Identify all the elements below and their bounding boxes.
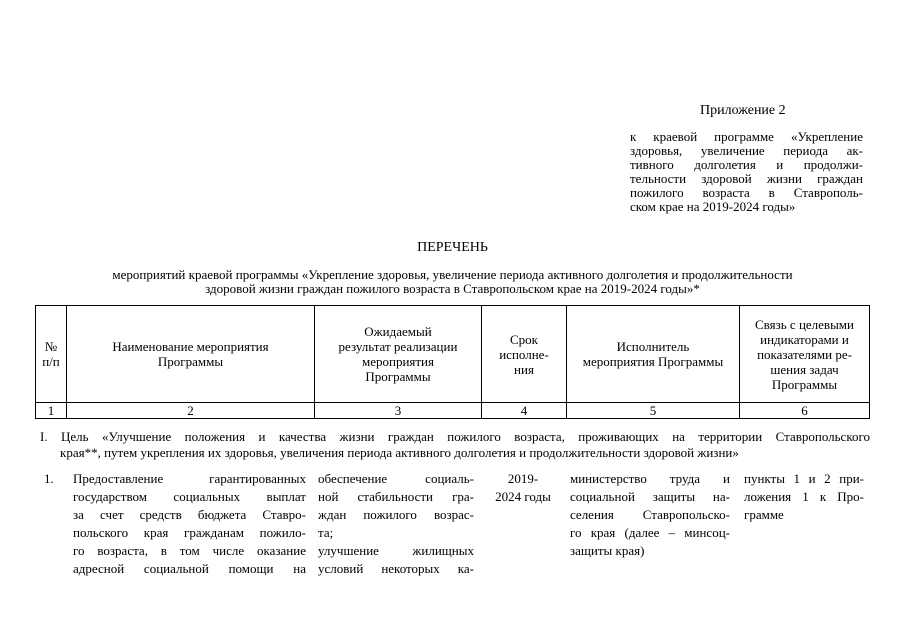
column-number: 3 bbox=[315, 403, 482, 419]
column-number: 5 bbox=[567, 403, 740, 419]
row-term: 2019- 2024 годы bbox=[495, 471, 551, 504]
column-number: 2 bbox=[67, 403, 315, 419]
measures-table bbox=[35, 305, 870, 419]
header-cell-executor: Исполнитель мероприятия Программы bbox=[567, 306, 740, 403]
goal-line: края**, путем укрепления их здоровья, увеличения периода активного долголетия и продолжительности здоровой жизни» bbox=[60, 445, 739, 460]
header-cell-name: Наименование мероприятия Программы bbox=[67, 306, 315, 403]
column-number: 6 bbox=[740, 403, 870, 419]
subtitle-line: здоровой жизни граждан пожилого возраста в Ставропольском крае на 2019-2024 годы»* bbox=[205, 281, 700, 296]
goal-statement bbox=[40, 429, 870, 461]
header-cell-number: № п/п bbox=[36, 306, 67, 403]
document-title: ПЕРЕЧЕНЬ bbox=[417, 240, 488, 255]
header-cell-result: Ожидаемый результат реализации мероприятия Программы bbox=[315, 306, 482, 403]
appendix-line: тельности здоровой жизни граждан bbox=[630, 171, 863, 186]
subtitle-line: мероприятий краевой программы «Укрепление здоровья, увеличение периода активного долголетия и продолжительности bbox=[112, 267, 793, 282]
row-expected-result: обеспечение социаль- ной стабильности гра- ждан пожилого возрас- та; улучшение жилищных условий некоторых ка- bbox=[318, 471, 474, 576]
row-number: 1. bbox=[44, 471, 54, 486]
appendix-title: Приложение 2 bbox=[700, 103, 786, 118]
row-indicator-link: пункты 1 и 2 при- ложения 1 к Про- грамме bbox=[744, 471, 864, 522]
appendix-line: пожилого возраста в Ставрополь- bbox=[630, 185, 863, 200]
table-column-numbers-row bbox=[36, 403, 870, 419]
appendix-line: ском крае на 2019-2024 годы» bbox=[630, 199, 796, 214]
goal-line: I. Цель «Улучшение положения и качества жизни граждан пожилого возраста, проживающих на территории Ставропольского bbox=[40, 429, 870, 444]
column-number: 4 bbox=[482, 403, 567, 419]
row-measure-name: Предоставление гарантированных государством социальных выплат за счет средств бюджета Ставро- польского края гражданам пожило- го возраста, в том числе оказание адресной социальной помощи на bbox=[73, 471, 306, 576]
document-subtitle bbox=[30, 268, 875, 296]
header-cell-link: Связь с целевыми индикаторами и показателями ре- шения задач Программы bbox=[740, 306, 870, 403]
appendix-line: к краевой программе «Укрепление bbox=[630, 129, 863, 144]
table-header-row bbox=[36, 306, 870, 403]
appendix-description bbox=[630, 130, 863, 214]
appendix-line: тивного долголетия и продолжи- bbox=[630, 157, 863, 172]
appendix-line: здоровья, увеличение периода ак- bbox=[630, 143, 863, 158]
header-cell-term: Срок исполне- ния bbox=[482, 306, 567, 403]
row-executor: министерство труда и социальной защиты на- селения Ставропольско- го края (далее – минсоц- защиты края) bbox=[570, 471, 730, 558]
column-number: 1 bbox=[36, 403, 67, 419]
